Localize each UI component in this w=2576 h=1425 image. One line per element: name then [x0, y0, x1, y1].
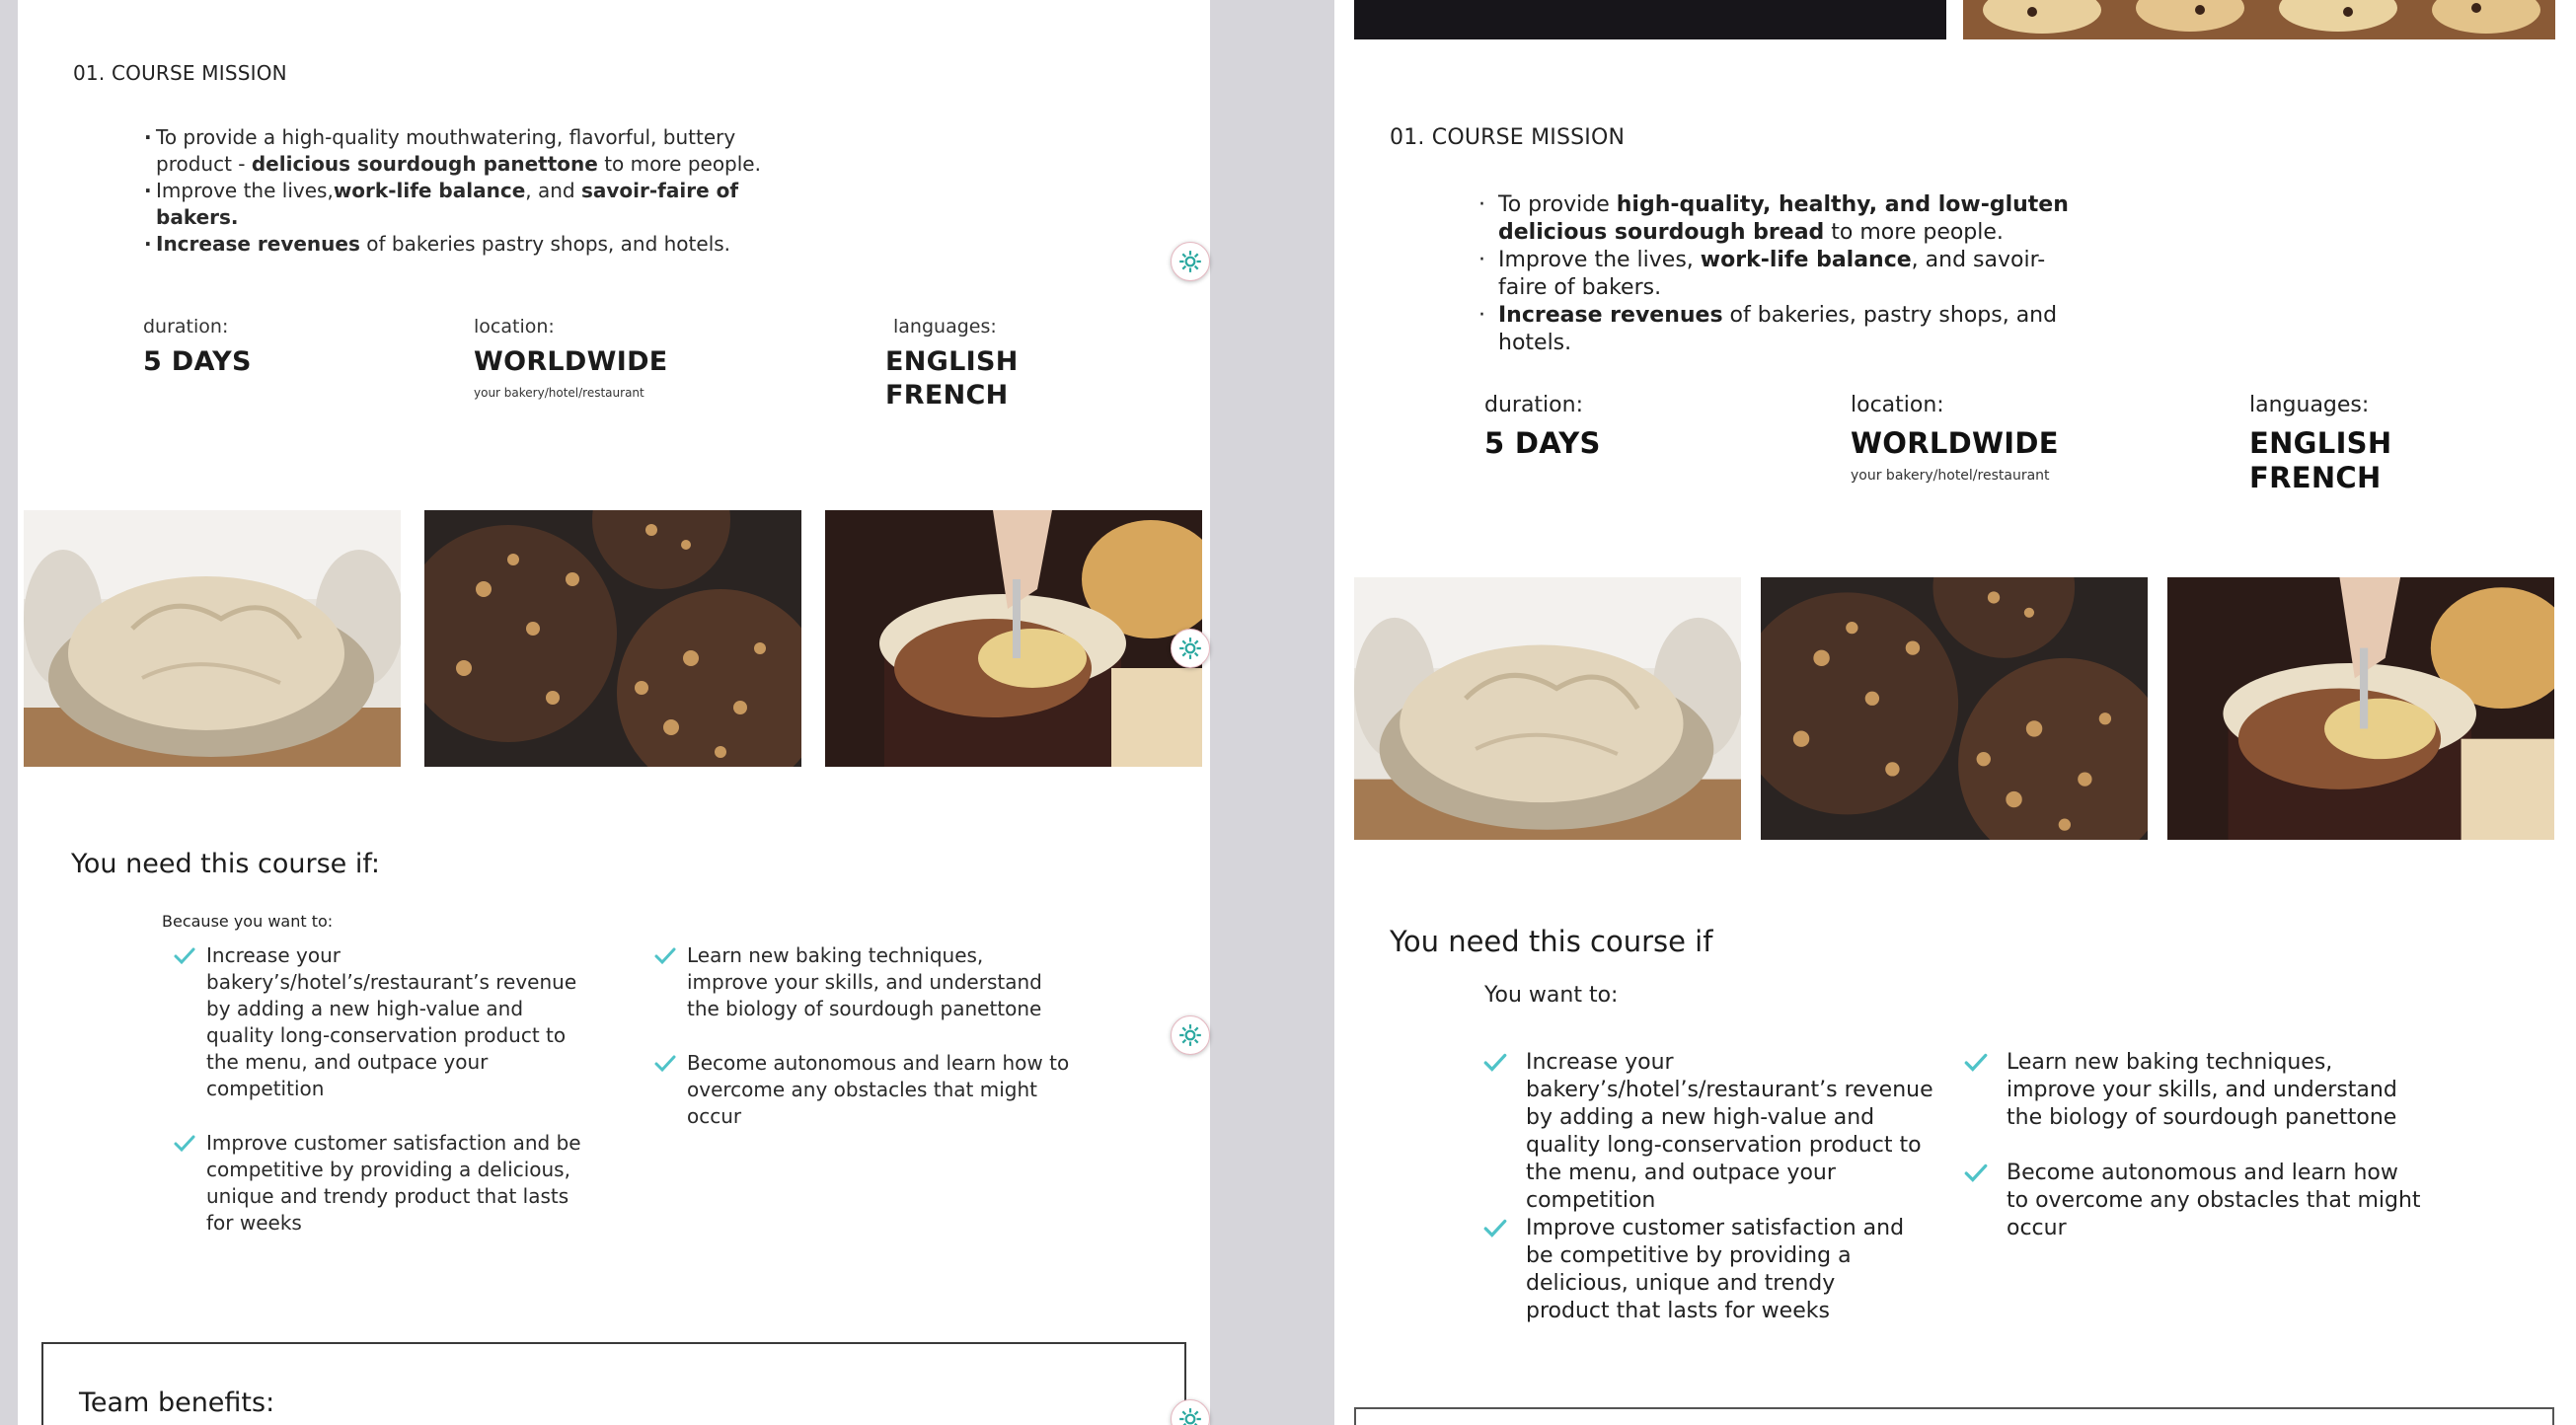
- check-icon: [1482, 1216, 1508, 1241]
- location-sub: your bakery/hotel/restaurant: [474, 386, 644, 400]
- check-icon: [653, 944, 677, 968]
- check-icon: [1482, 1050, 1508, 1076]
- section-heading: 01. COURSE MISSION: [73, 61, 287, 85]
- list-item: Increase your bakery’s/hotel’s/restaurant’s revenue by adding a new high-value and quality long-conservation product to the menu, and outpace your competition: [206, 942, 581, 1102]
- panettone-photo: [825, 510, 1202, 767]
- dough-photo: [1354, 577, 1741, 840]
- cookies-photo: [424, 510, 801, 767]
- check-icon: [1963, 1050, 1989, 1076]
- list-item: Become autonomous and learn how to overcome any obstacles that might occur: [2007, 1160, 2421, 1242]
- top-cookies-photo: [1963, 0, 2555, 39]
- language-french: FRENCH: [2249, 461, 2382, 494]
- team-benefits-box: [41, 1342, 1186, 1425]
- languages-label: languages:: [2249, 393, 2370, 417]
- team-benefits-box: [1354, 1407, 2554, 1425]
- mission-bullet: · Increase revenues of bakeries, pastry shops, and hotels.: [1478, 302, 2071, 357]
- duration-value: 5 DAYS: [1484, 426, 1601, 460]
- list-item: Improve customer satisfaction and be competitive by providing a delicious, unique and trendy product that lasts for weeks: [206, 1130, 581, 1237]
- language-english: ENGLISH: [2249, 426, 2392, 460]
- languages-label: languages:: [893, 316, 997, 338]
- duration-label: duration:: [143, 316, 229, 338]
- check-icon: [173, 944, 196, 968]
- mission-bullet: · Improve the lives,work-life balance, and savoir-faire of bakers.: [144, 178, 776, 231]
- location-value: WORLDWIDE: [474, 346, 668, 377]
- list-item: Learn new baking techniques, improve your skills, and understand the biology of sourdough panettone: [2007, 1049, 2421, 1132]
- location-label: location:: [1851, 393, 1944, 417]
- check-icon: [1963, 1161, 1989, 1186]
- cookies-photo: [1761, 577, 2148, 840]
- right-page: [1334, 0, 2576, 1425]
- gear-button[interactable]: [1171, 1015, 1210, 1055]
- mission-bullets: [144, 124, 776, 258]
- team-benefits-title: Team benefits:: [79, 1388, 275, 1418]
- section-heading: 01. COURSE MISSION: [1390, 125, 1626, 150]
- list-item: Become autonomous and learn how to overcome any obstacles that might occur: [687, 1050, 1082, 1130]
- list-item: Improve customer satisfaction and be competitive by providing a delicious, unique and trendy product that lasts for weeks: [1526, 1215, 1921, 1325]
- left-page: [18, 0, 1210, 1425]
- list-item: Learn new baking techniques, improve your skills, and understand the biology of sourdough panettone: [687, 942, 1062, 1022]
- mission-bullet: · To provide a high-quality mouthwatering, flavorful, buttery product - delicious sourdough panettone to more people.: [144, 124, 776, 178]
- gear-icon: [1177, 636, 1203, 661]
- mission-bullet: · To provide high-quality, healthy, and low-gluten delicious sourdough bread to more people.: [1478, 191, 2071, 247]
- top-dark-photo: [1354, 0, 1946, 39]
- dough-photo: [24, 510, 401, 767]
- want-label: Because you want to:: [162, 912, 334, 931]
- gear-icon: [1177, 1406, 1203, 1425]
- location-sub: your bakery/hotel/restaurant: [1851, 468, 2050, 484]
- location-value: WORLDWIDE: [1851, 426, 2059, 460]
- want-label: You want to:: [1484, 983, 1619, 1008]
- gear-button[interactable]: [1171, 242, 1210, 281]
- list-item: Increase your bakery’s/hotel’s/restaurant’s revenue by adding a new high-value and quality long-conservation product to the menu, and outpace your competition: [1526, 1049, 1940, 1215]
- duration-label: duration:: [1484, 393, 1583, 417]
- check-icon: [653, 1052, 677, 1076]
- language-english: ENGLISH: [885, 346, 1019, 377]
- language-french: FRENCH: [885, 380, 1009, 411]
- course-heading: You need this course if:: [71, 849, 381, 879]
- panettone-photo: [2167, 577, 2554, 840]
- gear-button[interactable]: [1171, 629, 1210, 668]
- gear-icon: [1177, 1022, 1203, 1048]
- mission-bullet: · Improve the lives, work-life balance, and savoir-faire of bakers.: [1478, 247, 2071, 302]
- location-label: location:: [474, 316, 555, 338]
- check-icon: [173, 1132, 196, 1156]
- course-heading: You need this course if: [1390, 925, 1713, 958]
- duration-value: 5 DAYS: [143, 346, 252, 377]
- mission-bullets: [1478, 191, 2071, 357]
- mission-bullet: · Increase revenues of bakeries pastry shops, and hotels.: [144, 231, 776, 258]
- gear-icon: [1177, 249, 1203, 274]
